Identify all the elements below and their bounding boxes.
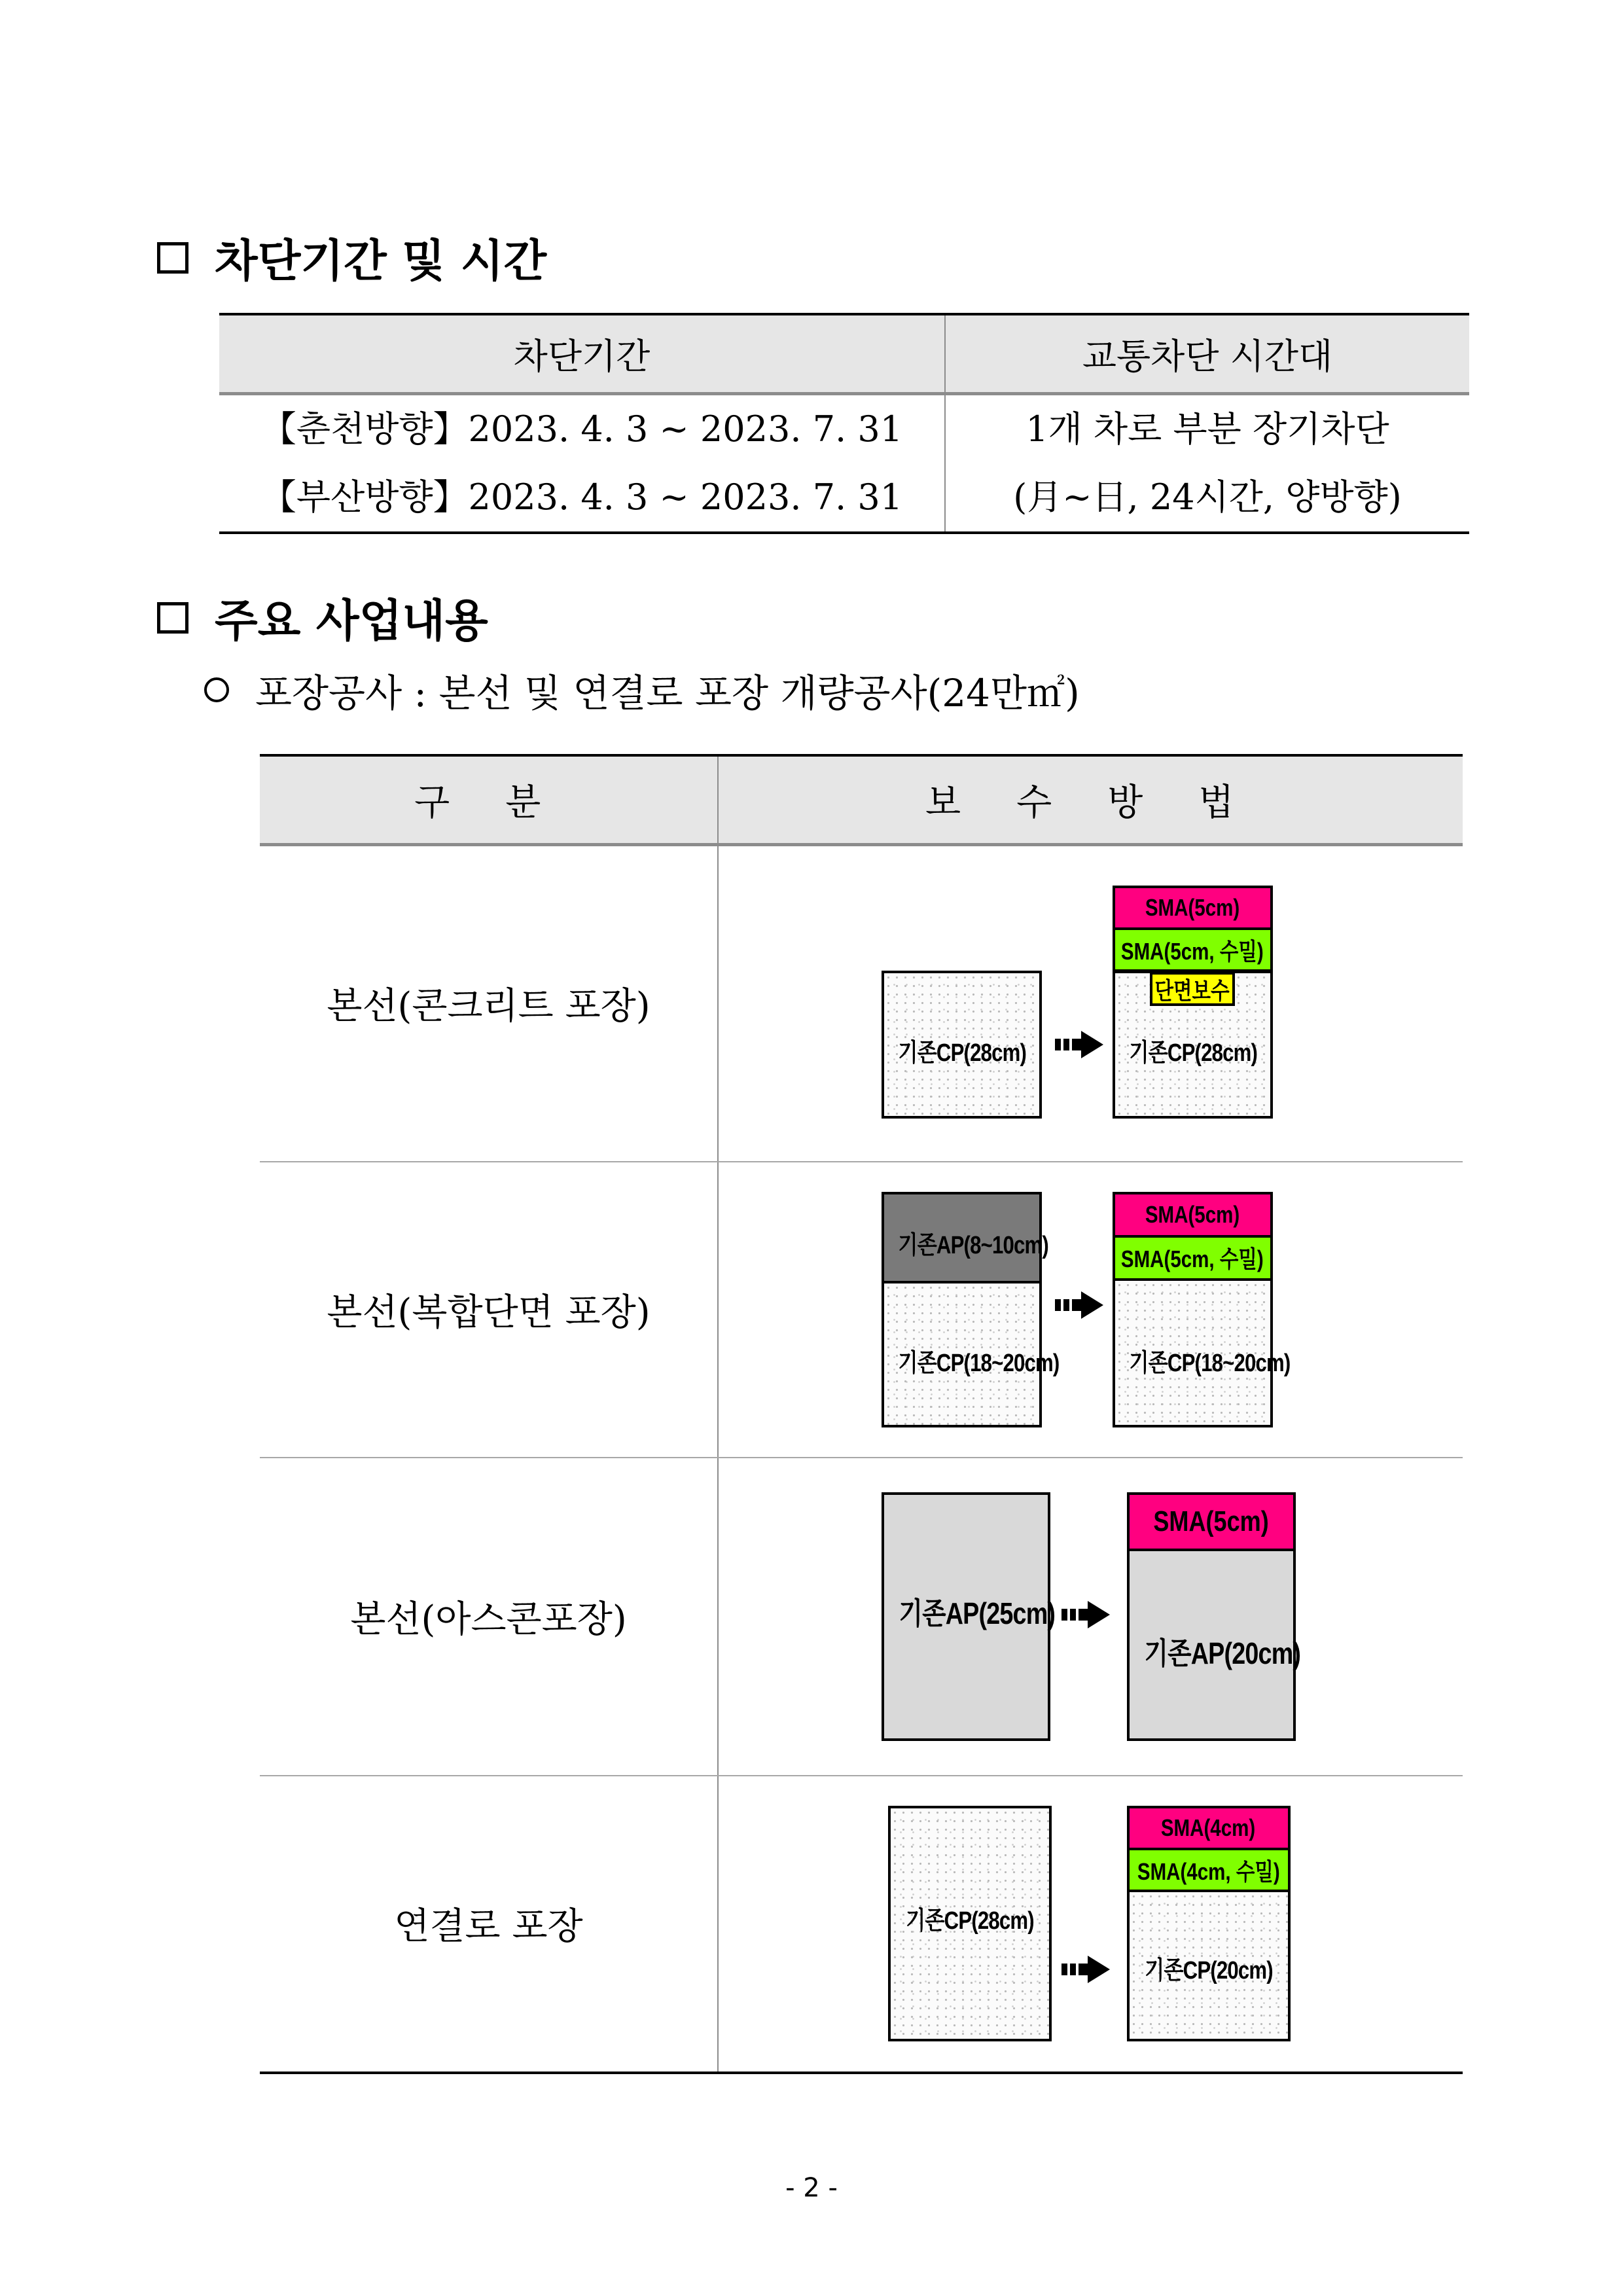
pavement-diagram	[882, 1492, 1300, 1741]
layer-label: SMA(4cm, 수밀)	[1137, 1857, 1280, 1885]
layer-label: SMA(5cm)	[1145, 894, 1240, 922]
diagram-cell	[718, 1162, 1463, 1458]
layer-label: SMA(5cm, 수밀)	[1121, 1246, 1264, 1272]
diagram-cell	[718, 1458, 1463, 1776]
table-row	[260, 845, 1463, 1162]
row-label: 연결로 포장	[260, 1776, 718, 2073]
block-label: 기존CP(18~20cm)	[1128, 1349, 1290, 1377]
sma-watertight-layer	[1127, 1848, 1291, 1892]
layer-label: SMA(5cm)	[1145, 1200, 1240, 1228]
row-label: 본선(콘크리트 포장)	[260, 845, 718, 1162]
existing-cp-block	[882, 1281, 1059, 1427]
sma-layer	[1127, 1492, 1296, 1551]
existing-ap-layer	[882, 1192, 1048, 1283]
right-arrow-icon	[1061, 1598, 1114, 1631]
section-heading-block	[157, 226, 546, 289]
right-arrow-icon	[1055, 1289, 1107, 1321]
section-title: 차단기간 및 시간	[215, 236, 547, 287]
right-arrow-icon	[1055, 1028, 1107, 1061]
pavement-diagram	[882, 1806, 1300, 2041]
block-label: 기존CP(20cm)	[1144, 1957, 1273, 1984]
pavement-diagram	[882, 1192, 1300, 1427]
closure-period-table	[219, 313, 1469, 534]
sma-layer	[1113, 886, 1273, 930]
bullet-text: 포장공사 : 본선 및 연결로 포장 개량공사(24만㎡)	[255, 671, 1080, 715]
block-label: 기존CP(28cm)	[1128, 1039, 1257, 1067]
existing-cp-block	[882, 971, 1042, 1119]
pavement-diagram	[882, 886, 1300, 1121]
existing-ap-block	[882, 1492, 1055, 1741]
layer-label: SMA(5cm)	[1153, 1505, 1269, 1537]
block-label: 기존AP(25cm)	[899, 1596, 1055, 1630]
repair-method-table	[260, 754, 1463, 2074]
checkbox-square-icon	[157, 242, 188, 274]
layer-label: SMA(4cm)	[1161, 1814, 1256, 1841]
table-row	[219, 463, 1469, 533]
table-cell: 【부산방향】2023. 4. 3 ~ 2023. 7. 31	[219, 463, 945, 533]
section-heading-block	[157, 586, 488, 649]
sma-watertight-layer	[1113, 927, 1273, 972]
table-cell: 1개 차로 부분 장기차단	[1026, 408, 1389, 450]
right-arrow-icon	[1061, 1953, 1114, 1986]
layer-label: SMA(5cm, 수밀)	[1121, 937, 1264, 965]
bullet-circle-icon	[204, 677, 229, 702]
sma-watertight-layer	[1113, 1235, 1273, 1281]
table-cell: 【춘천방향】2023. 4. 3 ~ 2023. 7. 31	[219, 394, 945, 464]
block-label: 기존CP(28cm)	[897, 1039, 1026, 1067]
diagram-cell	[718, 1776, 1463, 2073]
block-label: 기존AP(8~10cm)	[897, 1231, 1048, 1259]
section-title: 주요 사업내용	[215, 596, 488, 647]
layer-label: 단면보수	[1154, 977, 1230, 1004]
bullet-item	[204, 662, 1080, 717]
table-row	[219, 394, 1469, 464]
section-repair-layer	[1150, 972, 1235, 1006]
existing-cp-block	[888, 1806, 1052, 2041]
table-header: 구 분	[260, 755, 718, 845]
table-header: 차단기간	[219, 314, 945, 394]
block-label: 기존AP(20cm)	[1144, 1636, 1300, 1670]
row-label: 본선(복합단면 포장)	[260, 1162, 718, 1458]
row-label: 본선(아스콘포장)	[260, 1458, 718, 1776]
table-row	[260, 1776, 1463, 2073]
table-cell: (月~日, 24시간, 양방향)	[945, 463, 1469, 533]
table-header: 보 수 방 법	[718, 755, 1463, 845]
block-label: 기존CP(28cm)	[905, 1907, 1034, 1935]
existing-cp-block	[1127, 1890, 1291, 2041]
diagram-cell	[718, 845, 1463, 1162]
checkbox-square-icon	[157, 602, 188, 634]
existing-ap-block	[1127, 1549, 1300, 1741]
sma-layer	[1127, 1806, 1291, 1850]
table-row	[260, 1458, 1463, 1776]
table-row	[260, 1162, 1463, 1458]
existing-cp-block	[1113, 1278, 1290, 1427]
table-header: 교통차단 시간대	[945, 314, 1469, 394]
sma-layer	[1113, 1192, 1273, 1238]
page-number: - 2 -	[785, 2173, 838, 2203]
block-label: 기존CP(18~20cm)	[897, 1349, 1059, 1377]
